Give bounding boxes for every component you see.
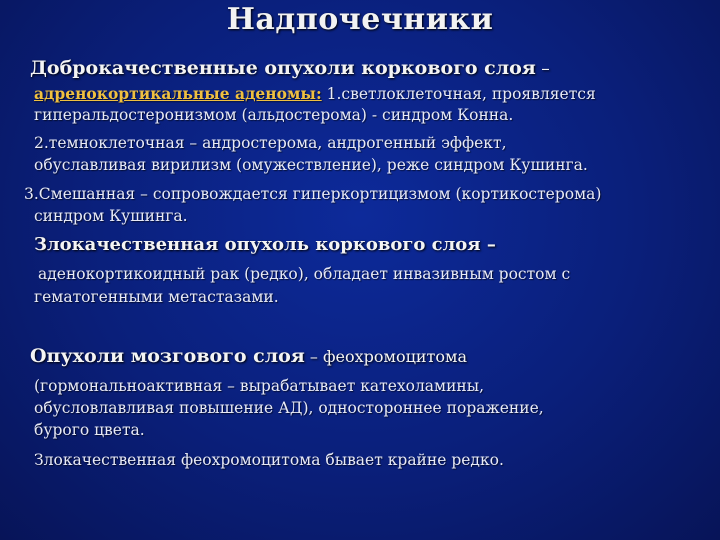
adenoma-label: адренокортикальные аденомы: bbox=[34, 84, 322, 103]
malignant-cortex-line-1: аденокортикоидный рак (редко), обладает инвазивным ростом с bbox=[38, 265, 571, 283]
benign-cortex-line-1 bbox=[34, 84, 596, 103]
malignant-cortex-line-2: гематогенными метастазами. bbox=[34, 288, 279, 306]
medulla-heading-text: Опухоли мозгового слоя bbox=[30, 345, 305, 367]
medulla-line-1: (гормональноактивная – вырабатывает катехоламины, bbox=[34, 377, 485, 395]
medulla-line-2: обусловлавливая повышение АД), одностороннее поражение, bbox=[34, 399, 544, 417]
benign-cortex-line-2: гиперальдостеронизмом (альдостерома) - синдром Конна. bbox=[34, 106, 514, 124]
benign-cortex-line-4: обуславливая вирилизм (омужествление), реже синдром Кушинга. bbox=[34, 156, 588, 174]
benign-cortex-line-3: 2.темноклеточная – андростерома, андрогенный эффект, bbox=[34, 134, 507, 152]
benign-cortex-line-5: 3.Смешанная – сопровождается гиперкортицизмом (кортикостерома) bbox=[24, 185, 602, 203]
medulla-line-4: Злокачественная феохромоцитома бывает крайне редко. bbox=[34, 451, 504, 469]
benign-cortex-heading-dash: – bbox=[535, 59, 550, 79]
medulla-heading-rest: – феохромоцитома bbox=[304, 347, 468, 366]
benign-cortex-line-1-rest: 1.светлоклеточная, проявляется bbox=[321, 85, 596, 103]
medulla-line-3: бурого цвета. bbox=[34, 421, 145, 439]
benign-cortex-heading bbox=[30, 57, 550, 79]
medulla-heading bbox=[30, 345, 467, 367]
slide-title: Надпочечники bbox=[226, 2, 494, 37]
malignant-cortex-heading: Злокачественная опухоль коркового слоя – bbox=[34, 234, 496, 255]
benign-cortex-line-6: синдром Кушинга. bbox=[34, 207, 188, 225]
benign-cortex-heading-text: Доброкачественные опухоли коркового слоя bbox=[30, 57, 536, 79]
